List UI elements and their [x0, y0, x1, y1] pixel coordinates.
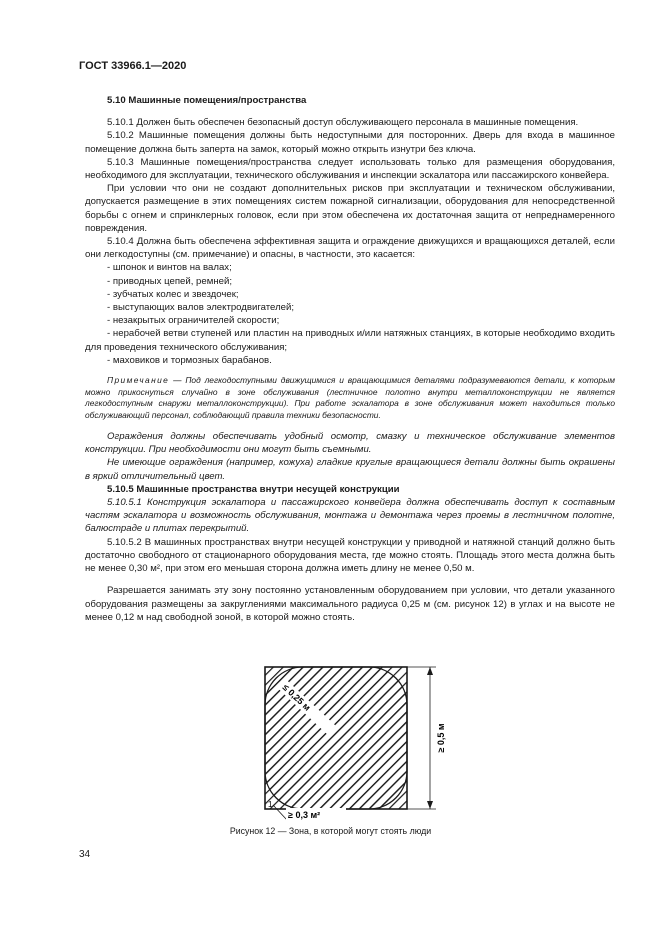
paragraph-guards: Ограждения должны обеспечивать удобный осмотр, смазку и техническое обслуживание элементов конструкции. При необходимости они могут быть съемными.	[85, 431, 615, 456]
list-item: - маховиков и тормозных барабанов.	[107, 354, 272, 366]
paragraph-condition: При условии что они не создают дополнительных рисков при эксплуатации и техническом обслуживании, допускается размещение в этих помещениях систем пожарной сигнализации, оборудования для непосредственной борьбы с огнем и спринклерных головок, если при этом обеспечена их достаточная защита от непреднамеренного повреждения.	[85, 183, 615, 234]
note	[85, 375, 615, 421]
list-item: - незакрытых ограничителей скорости;	[107, 315, 280, 327]
page-number: 34	[79, 849, 91, 860]
list-item: - нерабочей ветви ступеней или пластин на приводных и/или натяжных станциях, в которые необходимо входить для проведения технического обслуживания;	[85, 328, 615, 353]
list-item: - приводных цепей, ремней;	[107, 275, 232, 287]
paragraph-5-10-3: 5.10.3 Машинные помещения/пространства следует использовать только для размещения оборудования, необходимого для эксплуатации, технического обслуживания и инспекции эскалатора или пассажирского конвейера.	[85, 156, 615, 182]
area-label: ≥ 0,3 м²	[288, 810, 321, 820]
note-text: — Под легкодоступными движущимися и вращающимися деталями подразумеваются детали, к которым можно прикоснуться случайно в зоне обслуживания (лестничное полотно внутри металлоконструкции не является легкодоступным снаружи металлоконструкции). При работе эскалатора в зоне обслуживания может находиться только обслуживающий персонал, соблюдающий правила техники безопасности.	[85, 375, 615, 420]
paragraph-allowed: Разрешается занимать эту зону постоянно установленным оборудованием при условии, что детали указанного оборудования размещены за закруглениями максимального радиуса 0,25 м (см. рисунок 12) в углах и на высоте не менее 0,12 м над свободной зоной, в которой можно стоять.	[85, 585, 615, 623]
document-header: ГОСТ 33966.1—2020	[79, 60, 187, 72]
list-item: - зубчатых колес и звездочек;	[107, 288, 239, 300]
paragraph-5-10-4: 5.10.4 Должна быть обеспечена эффективная защита и ограждение движущихся и вращающихся деталей, если они легкодоступны (см. примечание) и опасны, в частности, это касается:	[85, 236, 615, 261]
paragraph-5-10-5-1: 5.10.5.1 Конструкция эскалатора и пассажирского конвейера должна обеспечивать доступ к составным частям эскалатора и возможность обслуживания, монтажа и демонтажа через проемы в лестничном полотне, балюстраде и плитах перекрытий.	[85, 497, 615, 535]
note-label: Примечание	[107, 375, 170, 386]
side-length-label: ≥ 0,5 м	[436, 723, 446, 753]
marker-label: 1	[268, 800, 273, 809]
paragraph-5-10-5-2: 5.10.5.2 В машинных пространствах внутри несущей конструкции у приводной и натяжной станций должно быть достаточно свободного от стационарного оборудования места, где можно стоять. Площадь этого места должна быть не менее 0,30 м², при этом его меньшая сторона должна иметь длину не менее 0,50 м.	[85, 536, 615, 575]
figure-caption: Рисунок 12 — Зона, в которой могут стоять люди	[229, 826, 432, 836]
svg-text:≤ 0,25 м: ≤ 0,25 м	[280, 682, 313, 713]
main-content	[85, 94, 615, 624]
paragraph-nonguarded: Не имеющие ограждения (например, кожуха) гладкие круглые вращающиеся детали должны быть окрашены в яркий отличительный цвет.	[85, 457, 615, 482]
figure-12	[240, 660, 460, 820]
list-item: - выступающих валов электродвигателей;	[107, 302, 295, 314]
list-item: - шпонок и винтов на валах;	[107, 262, 232, 274]
paragraph-5-10-2: 5.10.2 Машинные помещения должны быть недоступными для посторонних. Дверь для входа в машинное помещение должна быть заперта на замок, который можно открыть изнутри без ключа.	[85, 130, 615, 155]
paragraph-5-10-1: 5.10.1 Должен быть обеспечен безопасный доступ обслуживающего персонала в машинные помещения.	[107, 117, 579, 129]
section-heading: 5.10 Машинные помещения/пространства	[107, 95, 307, 106]
hazard-list	[85, 261, 615, 367]
sub-heading: 5.10.5 Машинные пространства внутри несущей конструкции	[107, 483, 400, 495]
